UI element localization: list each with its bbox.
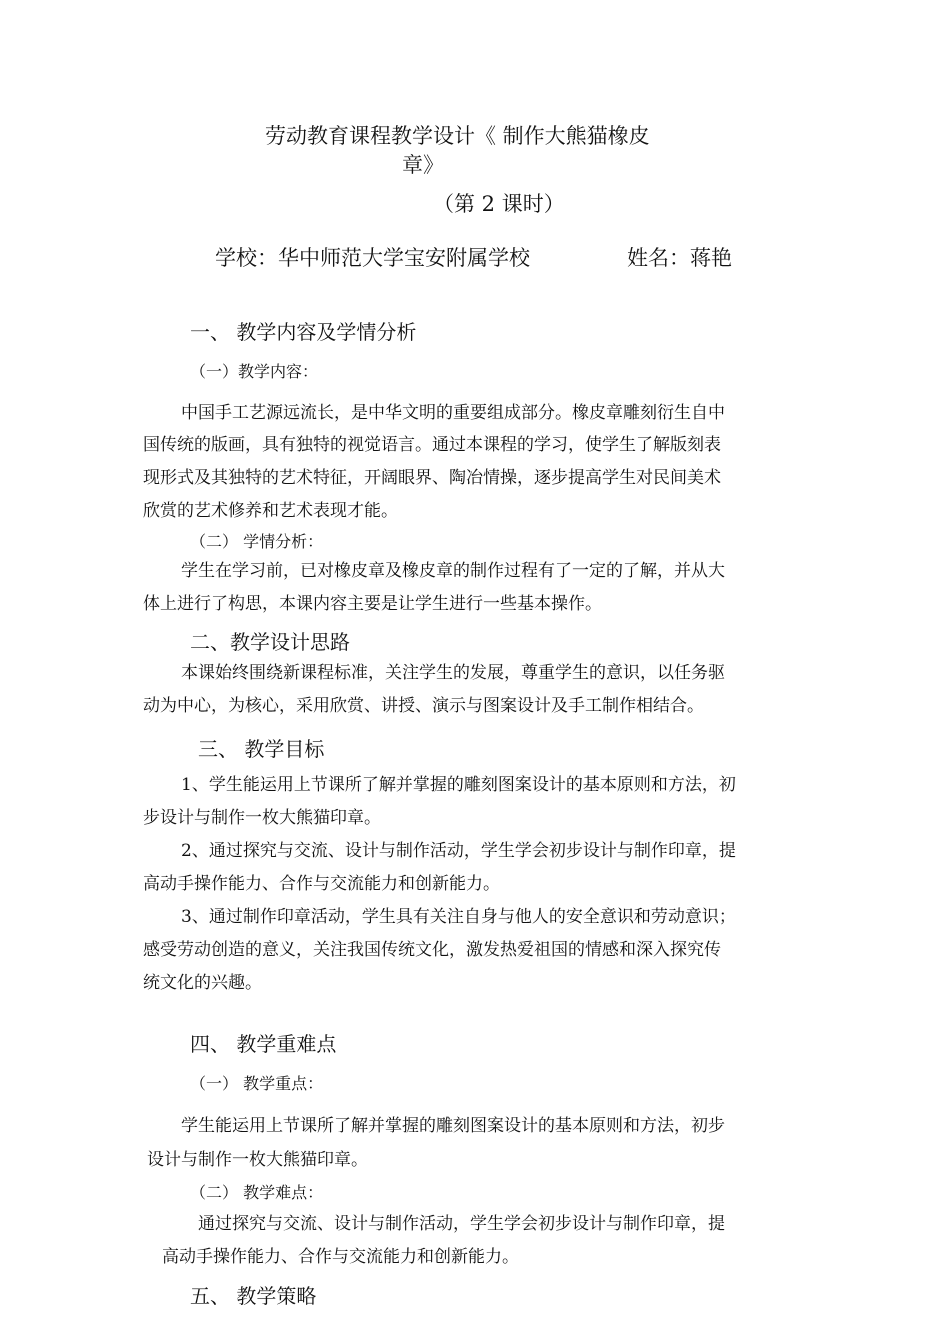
section-4-para-1-line: 设计与制作一枚大熊猫印章。 xyxy=(147,1150,368,1170)
goal-1-line: 1、学生能运用上节课所了解并掌握的雕刻图案设计的基本原则和方法，初 xyxy=(181,775,736,795)
section-1-para-1-line: 现形式及其独特的艺术特征，开阔眼界、陶冶情操，逐步提高学生对民间美术 xyxy=(143,468,721,488)
doc-title-line2: 章》 xyxy=(402,153,444,177)
section-1-para-2-line: 体上进行了构思，本课内容主要是让学生进行一些基本操作。 xyxy=(143,594,602,614)
section-1-sub-2: （二） 学情分析： xyxy=(190,532,324,551)
doc-title-line1: 劳动教育课程教学设计《 制作大熊猫橡皮 xyxy=(265,124,650,148)
goal-1-line: 步设计与制作一枚大熊猫印章。 xyxy=(143,808,381,828)
section-1-sub-1: （一）教学内容： xyxy=(190,362,319,381)
section-1-para-2-line: 学生在学习前，已对橡皮章及橡皮章的制作过程有了一定的了解，并从大 xyxy=(181,561,725,581)
section-4-para-2-line: 通过探究与交流、设计与制作活动，学生学会初步设计与制作印章，提 xyxy=(198,1214,725,1234)
goal-3-line: 3、通过制作印章活动，学生具有关注自身与他人的安全意识和劳动意识； xyxy=(181,907,736,927)
section-1-heading: 一、 教学内容及学情分析 xyxy=(190,320,417,344)
section-2-para-line: 本课始终围绕新课程标准，关注学生的发展，尊重学生的意识，以任务驱 xyxy=(181,663,725,683)
doc-period: （第 2 课时） xyxy=(433,192,565,216)
goal-2-line: 2、通过探究与交流、设计与制作活动，学生学会初步设计与制作印章，提 xyxy=(181,841,736,861)
section-2-para-line: 动为中心，为核心，采用欣赏、讲授、演示与图案设计及手工制作相结合。 xyxy=(143,696,704,716)
section-4-sub-1: （一） 教学重点： xyxy=(190,1074,324,1093)
section-1-para-1-line: 国传统的版画，具有独特的视觉语言。通过本课程的学习，使学生了解版刻表 xyxy=(143,435,721,455)
goal-3-line: 统文化的兴趣。 xyxy=(143,973,262,993)
section-4-para-2-line: 高动手操作能力、合作与交流能力和创新能力。 xyxy=(162,1247,519,1267)
school-label: 学校：华中师范大学宝安附属学校 xyxy=(215,246,530,270)
section-3-heading: 三、 教学目标 xyxy=(198,737,325,761)
section-2-heading: 二、教学设计思路 xyxy=(190,630,350,654)
section-4-heading: 四、 教学重难点 xyxy=(190,1032,337,1056)
section-4-sub-2: （二） 教学难点： xyxy=(190,1183,324,1202)
goal-2-line: 高动手操作能力、合作与交流能力和创新能力。 xyxy=(143,874,500,894)
section-4-para-1-line: 学生能运用上节课所了解并掌握的雕刻图案设计的基本原则和方法，初步 xyxy=(181,1116,725,1136)
goal-3-line: 感受劳动创造的意义，关注我国传统文化，激发热爱祖国的情感和深入探究传 xyxy=(143,940,721,960)
section-1-para-1-line: 中国手工艺源远流长，是中华文明的重要组成部分。橡皮章雕刻衍生自中 xyxy=(181,403,725,423)
section-5-heading: 五、 教学策略 xyxy=(190,1284,317,1308)
section-1-para-1-line: 欣赏的艺术修养和艺术表现才能。 xyxy=(143,501,398,521)
author-name: 姓名：蒋艳 xyxy=(627,246,732,270)
